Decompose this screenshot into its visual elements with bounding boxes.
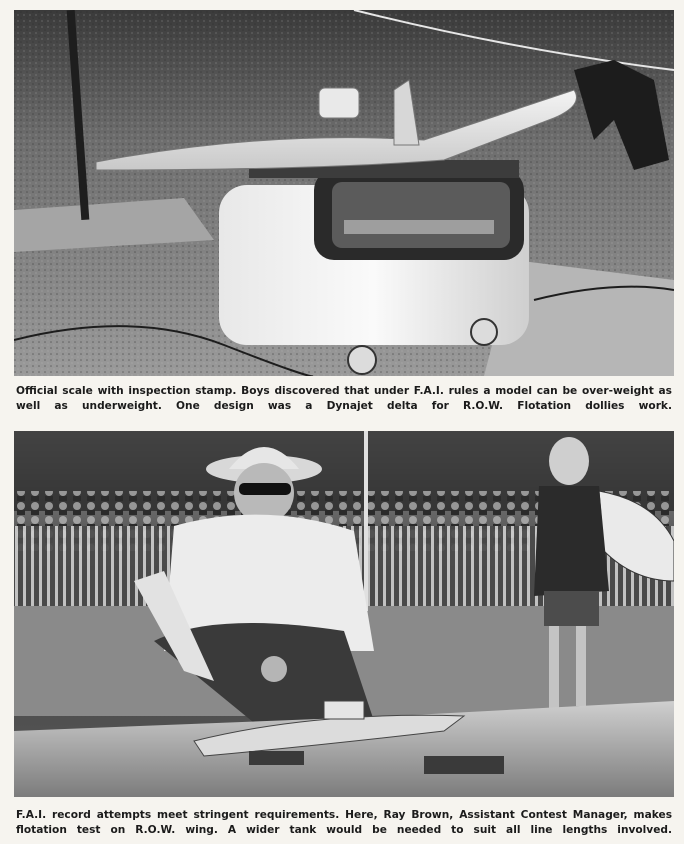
photo-scale-with-model [14, 10, 674, 376]
caption-bottom: F.A.I. record attempts meet stringent requirements. Here, Ray Brown, Assistant Contest Manager, makes flotation test on R.O.W. wing. A wider tank would be needed to suit all line lengths involved. [16, 809, 672, 836]
caption-top: Official scale with inspection stamp. Boys discovered that under F.A.I. rules a model can be over-weight as well as underweight. One design was a Dynajet delta for R.O.W. Flotation dollies work. [16, 385, 672, 412]
photo-flotation-test [14, 431, 674, 797]
scale [219, 160, 529, 374]
